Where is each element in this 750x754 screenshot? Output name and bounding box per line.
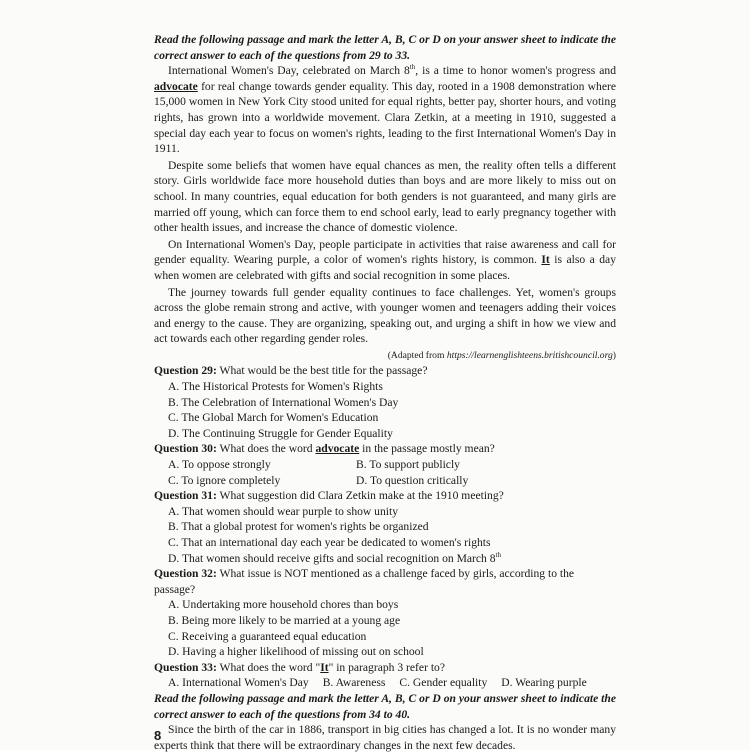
- question-29: [154, 363, 616, 379]
- question-30-text-b: in the passage mostly mean?: [359, 442, 495, 456]
- question-33-word: It: [320, 660, 329, 674]
- q32-option-b: B. Being more likely to be married at a young age: [168, 613, 401, 627]
- question-32-number: Question 32:: [154, 567, 217, 581]
- passage-paragraph-2: Despite some beliefs that women have equal chances as men, the reality often tells a different story. Girls worldwide face more household duties than boys and are more likely to miss out on school. In many countries, equal education for both genders is not guaranteed, and many girls are married off young, which can force them to end school early, lead to early pregnancy together with other health issues, and increase the chance of domestic violence.: [154, 158, 616, 235]
- question-33-number: Question 33:: [154, 660, 217, 674]
- question-32: [154, 566, 616, 597]
- q31-option-b: B. That a global protest for women's rights be organized: [168, 520, 429, 534]
- p3-text-b: is also a day when women are celebrated with gifts and social recognition in some places.: [154, 253, 616, 282]
- source-url: https://learnenglishteens.britishcouncil.org: [446, 349, 613, 361]
- p3-text-a: On International Women's Day, people participate in activities that raise awareness and call for gender equality. Wearing purple, a color of women's rights history, is common.: [154, 237, 616, 267]
- question-31: [154, 488, 616, 504]
- q32-option-c: C. Receiving a guaranteed equal education: [168, 629, 367, 643]
- question-29-number: Question 29:: [154, 364, 217, 378]
- q29-option-c: C. The Global March for Women's Education: [168, 411, 379, 425]
- source-citation: [154, 348, 616, 364]
- q33-option-c: C. Gender equality: [399, 676, 488, 690]
- q33-option-a: A. International Women's Day: [168, 676, 309, 690]
- q31-option-c: C. That an international day each year be dedicated to women's rights: [168, 536, 491, 549]
- p1-text-c: for real change towards gender equality. This day, rooted in a 1908 demonstration where 15,000 women in New York City stood united for equal rights, better pay, shorter hours, and voting rights, has grown into a worldwide movement. Clara Zetkin, at a meeting in 1910, suggested a special day each year to focus on women's rights, leading to the first International Women's Day in 1911.: [154, 79, 616, 156]
- p1-superscript: th: [409, 63, 416, 72]
- q29-option-a: A. The Historical Protests for Women's Rights: [168, 380, 383, 394]
- p1-text-b: , is a time to honor women's progress and: [415, 64, 616, 78]
- q31-option-d-superscript: th: [495, 550, 501, 559]
- source-prefix: (Adapted from: [387, 349, 447, 361]
- q31-option-d-text: D. That women should receive gifts and social recognition on March 8: [168, 551, 496, 565]
- q33-option-b: B. Awareness: [322, 676, 386, 690]
- passage-paragraph-4: The journey towards full gender equality continues to face challenges. Yet, women's groups across the globe remain strong and active, with younger women and teenagers adding their voices and energy to the cause. They are organizing, speaking out, and urging a shift in how we view and act towards each other regarding gender roles.: [154, 285, 616, 346]
- question-33-text-a: What does the word ": [216, 660, 321, 674]
- q32-option-a: A. Undertaking more household chores than boys: [168, 598, 399, 612]
- question-33: [154, 660, 616, 676]
- q29-option-b: B. The Celebration of International Women's Day: [168, 395, 399, 409]
- question-29-text: What would be the best title for the passage?: [216, 364, 428, 378]
- instruction-q29-33: Read the following passage and mark the letter A, B, C or D on your answer sheet to indicate the correct answer to each of the questions from 29 to 33.: [154, 33, 616, 62]
- highlighted-word-advocate: advocate: [154, 79, 198, 93]
- q30-option-d: D. To question critically: [356, 473, 469, 487]
- q31-option-d: [154, 551, 616, 567]
- passage2-paragraph-1: Since the birth of the car in 1886, transport in big cities has changed a lot. It is no wonder many experts think that there will be extraordinary changes in the next few decades.: [154, 723, 616, 752]
- question-32-text: What issue is NOT mentioned as a challenge faced by girls, according to the passage?: [154, 567, 575, 596]
- question-30: [154, 441, 616, 457]
- q32-option-d: D. Having a higher likelihood of missing out on school: [168, 645, 424, 659]
- question-31-number: Question 31:: [154, 489, 217, 503]
- q30-options-row-2: [154, 473, 616, 489]
- question-30-text-a: What does the word: [216, 442, 316, 456]
- q29-option-d: D. The Continuing Struggle for Gender Equality: [168, 426, 393, 440]
- source-suffix: ): [612, 349, 616, 361]
- q33-option-d: D. Wearing purple: [501, 676, 587, 690]
- instruction-q34-40: Read the following passage and mark the letter A, B, C or D on your answer sheet to indicate the correct answer to each of the questions from 34 to 40.: [154, 691, 616, 721]
- question-30-word: advocate: [315, 442, 360, 456]
- question-30-number: Question 30:: [154, 442, 217, 456]
- q33-options-row: [154, 675, 616, 691]
- question-33-text-b: " in paragraph 3 refer to?: [328, 660, 445, 674]
- q30-option-a: A. To oppose strongly: [168, 458, 271, 472]
- q31-option-a: A. That women should wear purple to show unity: [168, 504, 399, 518]
- q30-options-row-1: [154, 457, 616, 473]
- document-content: [154, 32, 616, 754]
- q30-option-c: C. To ignore completely: [168, 473, 281, 487]
- question-31-text: What suggestion did Clara Zetkin make at the 1910 meeting?: [216, 489, 504, 503]
- page-number: 8: [154, 728, 162, 743]
- passage-paragraph-1: [154, 63, 616, 157]
- q30-option-b: B. To support publicly: [356, 458, 460, 472]
- highlighted-word-it: It: [541, 253, 550, 267]
- passage-paragraph-3: [154, 237, 616, 284]
- p1-text-a: International Women's Day, celebrated on March 8: [168, 64, 410, 78]
